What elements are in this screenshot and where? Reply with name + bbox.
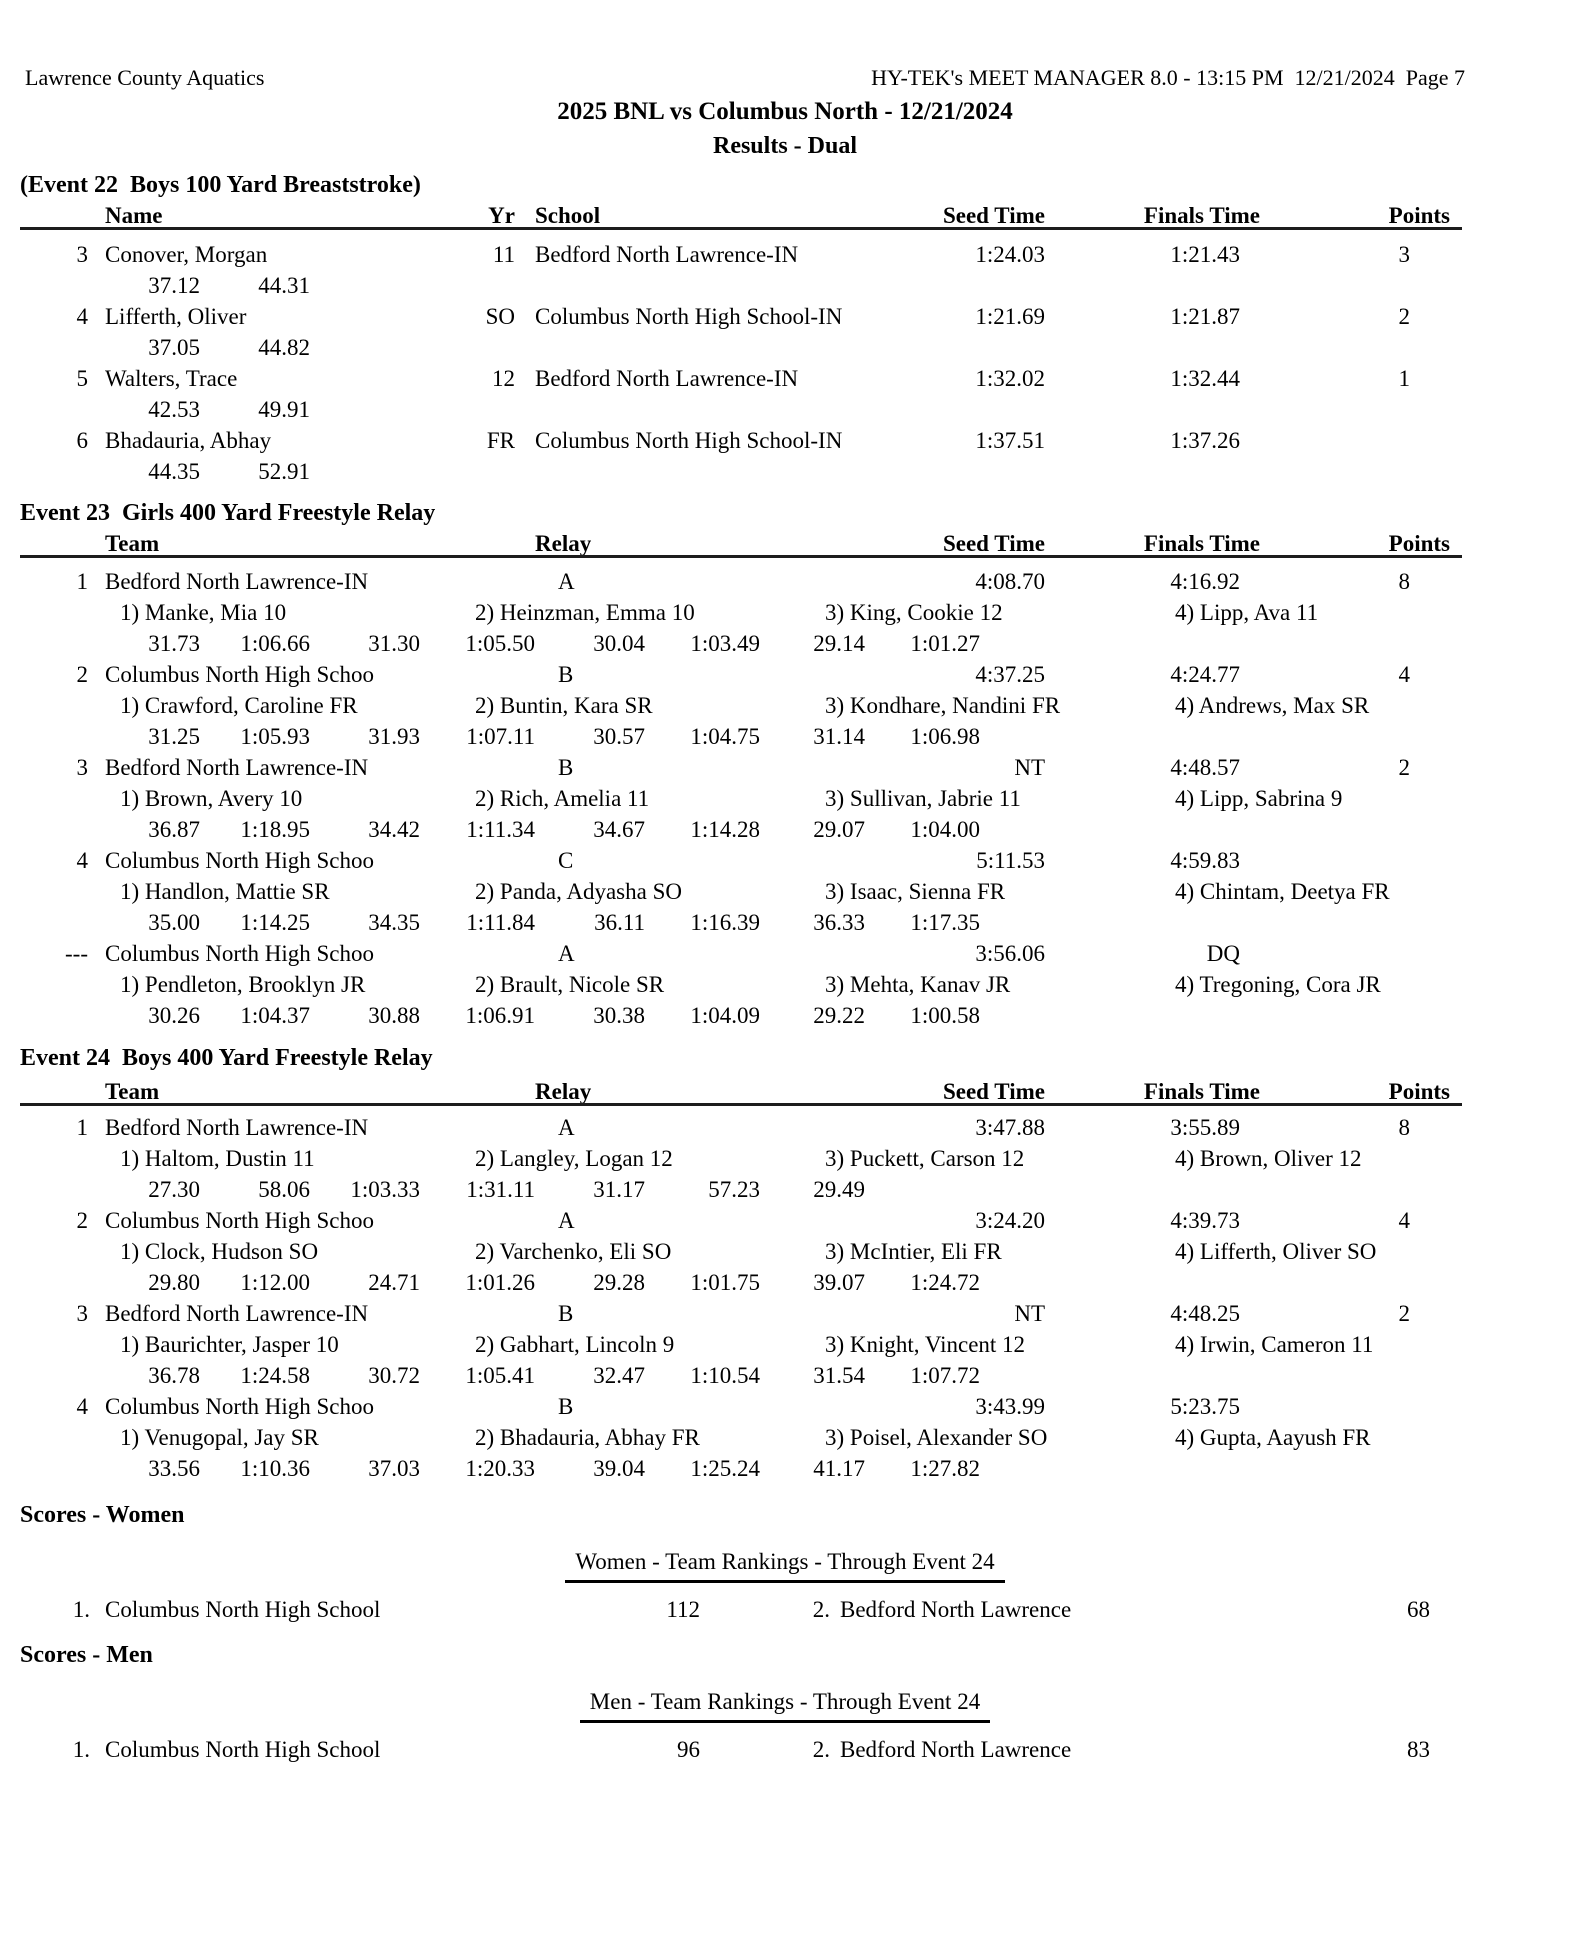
points-cell: 8: [1398, 569, 1410, 594]
split-time-cell: 1:06.66: [240, 631, 310, 656]
seed-time-cell: 4:08.70: [975, 569, 1045, 594]
rank-cell: 1.: [72, 1737, 90, 1762]
header-rule: [20, 1103, 1462, 1106]
swimmer-cell: 2) Bhadauria, Abhay FR: [475, 1425, 700, 1450]
swimmer-cell: 2) Gabhart, Lincoln 9: [475, 1332, 675, 1357]
result-row: [0, 425, 1570, 456]
relay-result-row: [0, 845, 1570, 876]
event24-title-row: [0, 1043, 1570, 1074]
splits-row: [0, 394, 1570, 425]
place-cell: 4: [76, 848, 88, 873]
score-cell: 96: [677, 1737, 700, 1762]
software-header: HY-TEK's MEET MANAGER 8.0 - 13:15 PM 12/21/2024 Page 7: [871, 65, 1465, 90]
place-cell: 2: [76, 662, 88, 687]
split-time-cell: 1:05.41: [465, 1363, 535, 1388]
points-cell: 1: [1398, 366, 1410, 391]
col-header-points: Points: [1388, 1079, 1450, 1104]
split-time-cell: 1:04.00: [910, 817, 980, 842]
split-time-cell: 30.57: [593, 724, 645, 749]
split-time-cell: 37.03: [368, 1456, 420, 1481]
split-time-cell: 29.22: [813, 1003, 865, 1028]
swimmer-cell: 4) Lipp, Ava 11: [1175, 600, 1319, 625]
team-name-cell: Bedford North Lawrence: [840, 1737, 1072, 1762]
split-time-cell: 1:27.82: [910, 1456, 980, 1481]
points-cell: 3: [1398, 242, 1410, 267]
split-time-cell: 57.23: [708, 1177, 760, 1202]
split-time-cell: 29.14: [813, 631, 865, 656]
relay-swimmers-row: [0, 1422, 1570, 1453]
team-name-cell: Columbus North High School: [105, 1597, 381, 1622]
seed-time-cell: 1:32.02: [975, 366, 1045, 391]
swimmer-cell: 2) Varchenko, Eli SO: [475, 1239, 672, 1264]
year-cell: SO: [485, 304, 515, 329]
school-cell: Columbus North High School-IN: [535, 428, 843, 453]
relay-letter-cell: A: [558, 1208, 575, 1233]
split-time-cell: 35.00: [148, 910, 200, 935]
swimmer-cell: 1) Haltom, Dustin 11: [120, 1146, 315, 1171]
year-cell: 12: [492, 366, 515, 391]
split-time-cell: 34.67: [593, 817, 645, 842]
finals-time-cell: 4:48.57: [1170, 755, 1240, 780]
finals-time-cell: 3:55.89: [1170, 1115, 1240, 1140]
relay-result-row: [0, 1205, 1570, 1236]
swimmer-cell: 1) Manke, Mia 10: [120, 600, 287, 625]
col-header-relay: Relay: [535, 531, 592, 556]
swimmer-cell: 4) Lifferth, Oliver SO: [1175, 1239, 1377, 1264]
swimmer-cell: 4) Gupta, Aayush FR: [1175, 1425, 1371, 1450]
seed-time-cell: 4:37.25: [975, 662, 1045, 687]
split-time-cell: 33.56: [148, 1456, 200, 1481]
split-time-cell: 30.38: [593, 1003, 645, 1028]
finals-time-cell: 4:48.25: [1170, 1301, 1240, 1326]
split-time-cell: 41.17: [813, 1456, 865, 1481]
split-time-cell: 30.04: [593, 631, 645, 656]
relay-letter-cell: B: [558, 755, 574, 780]
split-time-cell: 24.71: [368, 1270, 420, 1295]
col-header-points: Points: [1388, 203, 1450, 228]
scores-men-title-row: [0, 1640, 1570, 1671]
report-header: [0, 62, 1570, 93]
swimmer-cell: 4) Chintam, Deetya FR: [1175, 879, 1390, 904]
split-time-cell: 37.05: [148, 335, 200, 360]
split-time-cell: 36.11: [594, 910, 645, 935]
report-type: Results - Dual: [712, 133, 857, 159]
relay-letter-cell: C: [558, 848, 574, 873]
splits-row: [0, 907, 1570, 938]
finals-time-cell: 4:59.83: [1170, 848, 1240, 873]
split-time-cell: 34.42: [368, 817, 420, 842]
report-type-row: [0, 131, 1570, 162]
place-cell: 3: [76, 1301, 88, 1326]
split-time-cell: 1:24.58: [240, 1363, 310, 1388]
women-ranking-heading: Women - Team Rankings - Through Event 24: [565, 1546, 1004, 1583]
scores-men-title: Scores - Men: [20, 1642, 153, 1668]
split-time-cell: 27.30: [148, 1177, 200, 1202]
team-cell: Columbus North High Schoo: [105, 848, 374, 873]
relay-swimmers-row: [0, 876, 1570, 907]
swimmer-cell: 4) Irwin, Cameron 11: [1175, 1332, 1374, 1357]
place-cell: 5: [76, 366, 88, 391]
place-cell: 6: [76, 428, 88, 453]
header-rule: [20, 555, 1462, 558]
team-cell: Columbus North High Schoo: [105, 1208, 374, 1233]
col-header-finals-time: Finals Time: [1143, 531, 1260, 556]
event22-title: (Event 22 Boys 100 Yard Breaststroke): [20, 172, 421, 198]
col-header-seed-time: Seed Time: [942, 531, 1045, 556]
men-ranking-heading: Men - Team Rankings - Through Event 24: [580, 1686, 990, 1723]
swimmer-cell: 2) Heinzman, Emma 10: [475, 600, 695, 625]
swimmer-cell: 3) Knight, Vincent 12: [825, 1332, 1026, 1357]
women-ranking-heading-row: [0, 1546, 1570, 1577]
relay-swimmers-row: [0, 1236, 1570, 1267]
team-cell: Bedford North Lawrence-IN: [105, 1115, 369, 1140]
col-header-relay: Relay: [535, 1079, 592, 1104]
swimmer-cell: 4) Lipp, Sabrina 9: [1175, 786, 1343, 811]
split-time-cell: 1:16.39: [690, 910, 760, 935]
swimmer-cell: 3) Mehta, Kanav JR: [825, 972, 1011, 997]
seed-time-cell: 3:47.88: [975, 1115, 1045, 1140]
split-time-cell: 49.91: [258, 397, 310, 422]
split-time-cell: 42.53: [148, 397, 200, 422]
split-time-cell: 1:24.72: [910, 1270, 980, 1295]
splits-row: [0, 1453, 1570, 1484]
split-time-cell: 39.04: [593, 1456, 645, 1481]
split-time-cell: 29.28: [593, 1270, 645, 1295]
team-name-cell: Bedford North Lawrence: [840, 1597, 1072, 1622]
swimmer-name-cell: Walters, Trace: [105, 366, 238, 391]
split-time-cell: 1:31.11: [466, 1177, 535, 1202]
swimmer-cell: 1) Baurichter, Jasper 10: [120, 1332, 339, 1357]
points-cell: 2: [1398, 755, 1410, 780]
splits-row: [0, 1000, 1570, 1031]
split-time-cell: 44.31: [258, 273, 310, 298]
team-cell: Columbus North High Schoo: [105, 662, 374, 687]
seed-time-cell: 5:11.53: [976, 848, 1045, 873]
split-time-cell: 1:04.75: [690, 724, 760, 749]
split-time-cell: 31.14: [813, 724, 865, 749]
seed-time-cell: 3:24.20: [975, 1208, 1045, 1233]
swimmer-cell: 2) Brault, Nicole SR: [475, 972, 665, 997]
split-time-cell: 1:06.98: [910, 724, 980, 749]
col-header-team: Team: [105, 1079, 160, 1104]
split-time-cell: 29.80: [148, 1270, 200, 1295]
meet-title: 2025 BNL vs Columbus North - 12/21/2024: [557, 98, 1013, 125]
relay-swimmers-row: [0, 969, 1570, 1000]
col-header-seed-time: Seed Time: [942, 203, 1045, 228]
split-time-cell: 39.07: [813, 1270, 865, 1295]
splits-row: [0, 456, 1570, 487]
header-rule: [20, 227, 1462, 230]
swimmer-cell: 1) Venugopal, Jay SR: [120, 1425, 319, 1450]
women-score-row: [0, 1594, 1570, 1625]
split-time-cell: 31.54: [813, 1363, 865, 1388]
split-time-cell: 1:11.34: [466, 817, 535, 842]
split-time-cell: 37.12: [148, 273, 200, 298]
points-cell: 4: [1398, 1208, 1410, 1233]
men-ranking-heading-row: [0, 1686, 1570, 1717]
col-header-finals-time: Finals Time: [1143, 1079, 1260, 1104]
split-time-cell: 31.73: [148, 631, 200, 656]
split-time-cell: 1:10.36: [240, 1456, 310, 1481]
year-cell: 11: [492, 242, 515, 267]
seed-time-cell: 1:37.51: [975, 428, 1045, 453]
splits-row: [0, 1174, 1570, 1205]
event23-title: Event 23 Girls 400 Yard Freestyle Relay: [20, 500, 436, 526]
finals-time-cell: 4:39.73: [1170, 1208, 1240, 1233]
finals-time-cell: 1:21.43: [1170, 242, 1240, 267]
finals-time-cell: 4:16.92: [1170, 569, 1240, 594]
split-time-cell: 36.87: [148, 817, 200, 842]
split-time-cell: 58.06: [258, 1177, 310, 1202]
finals-time-cell: 4:24.77: [1170, 662, 1240, 687]
swimmer-cell: 3) Kondhare, Nandini FR: [825, 693, 1061, 718]
rank-cell: 2.: [812, 1737, 830, 1762]
swimmer-cell: 1) Handlon, Mattie SR: [120, 879, 330, 904]
school-cell: Bedford North Lawrence-IN: [535, 366, 799, 391]
col-header-team: Team: [105, 531, 160, 556]
swimmer-cell: 3) King, Cookie 12: [825, 600, 1003, 625]
team-cell: Columbus North High Schoo: [105, 1394, 374, 1419]
rank-cell: 2.: [812, 1597, 830, 1622]
team-cell: Columbus North High Schoo: [105, 941, 374, 966]
facility-name: Lawrence County Aquatics: [25, 65, 265, 90]
team-cell: Bedford North Lawrence-IN: [105, 755, 369, 780]
split-time-cell: 34.35: [368, 910, 420, 935]
relay-swimmers-row: [0, 783, 1570, 814]
split-time-cell: 36.78: [148, 1363, 200, 1388]
swimmer-cell: 3) Poisel, Alexander SO: [825, 1425, 1048, 1450]
split-time-cell: 1:05.50: [465, 631, 535, 656]
split-time-cell: 1:25.24: [690, 1456, 760, 1481]
split-time-cell: 30.88: [368, 1003, 420, 1028]
split-time-cell: 1:07.11: [466, 724, 535, 749]
points-cell: 8: [1398, 1115, 1410, 1140]
col-header-yr: Yr: [488, 203, 515, 228]
points-cell: 2: [1398, 304, 1410, 329]
relay-letter-cell: B: [558, 1394, 574, 1419]
split-time-cell: 1:00.58: [910, 1003, 980, 1028]
swimmer-cell: 2) Buntin, Kara SR: [475, 693, 653, 718]
score-cell: 68: [1407, 1597, 1430, 1622]
points-cell: 4: [1398, 662, 1410, 687]
swimmer-name-cell: Conover, Morgan: [105, 242, 268, 267]
split-time-cell: 1:18.95: [240, 817, 310, 842]
place-cell: 2: [76, 1208, 88, 1233]
split-time-cell: 44.35: [148, 459, 200, 484]
finals-time-cell: 1:37.26: [1170, 428, 1240, 453]
finals-time-cell: DQ: [1206, 941, 1240, 966]
split-time-cell: 1:12.00: [240, 1270, 310, 1295]
relay-result-row: [0, 1112, 1570, 1143]
place-cell: 1: [76, 569, 88, 594]
splits-row: [0, 332, 1570, 363]
result-row: [0, 301, 1570, 332]
swimmer-cell: 4) Tregoning, Cora JR: [1175, 972, 1381, 997]
event23-title-row: [0, 498, 1570, 529]
col-header-finals-time: Finals Time: [1143, 203, 1260, 228]
split-time-cell: 1:07.72: [910, 1363, 980, 1388]
split-time-cell: 31.25: [148, 724, 200, 749]
split-time-cell: 1:03.49: [690, 631, 760, 656]
splits-row: [0, 270, 1570, 301]
seed-time-cell: 1:21.69: [975, 304, 1045, 329]
relay-result-row: [0, 938, 1570, 969]
event24-title: Event 24 Boys 400 Yard Freestyle Relay: [20, 1045, 433, 1071]
score-cell: 83: [1407, 1737, 1430, 1762]
split-time-cell: 31.93: [368, 724, 420, 749]
split-time-cell: 1:03.33: [350, 1177, 420, 1202]
swimmer-cell: 2) Panda, Adyasha SO: [475, 879, 682, 904]
scores-women-title-row: [0, 1500, 1570, 1531]
swimmer-cell: 3) Sullivan, Jabrie 11: [825, 786, 1021, 811]
swimmer-cell: 1) Clock, Hudson SO: [120, 1239, 319, 1264]
splits-row: [0, 628, 1570, 659]
points-cell: 2: [1398, 1301, 1410, 1326]
split-time-cell: 1:10.54: [690, 1363, 760, 1388]
result-row: [0, 363, 1570, 394]
relay-result-row: [0, 1391, 1570, 1422]
meet-title-row: [0, 96, 1570, 127]
swimmer-cell: 1) Brown, Avery 10: [120, 786, 303, 811]
swimmer-cell: 1) Pendleton, Brooklyn JR: [120, 972, 366, 997]
place-cell: 4: [76, 304, 88, 329]
split-time-cell: 1:05.93: [240, 724, 310, 749]
seed-time-cell: 1:24.03: [975, 242, 1045, 267]
place-cell: 3: [76, 755, 88, 780]
swimmer-cell: 4) Brown, Oliver 12: [1175, 1146, 1362, 1171]
relay-letter-cell: B: [558, 1301, 574, 1326]
relay-swimmers-row: [0, 690, 1570, 721]
school-cell: Bedford North Lawrence-IN: [535, 242, 799, 267]
relay-letter-cell: A: [558, 941, 575, 966]
split-time-cell: 1:01.26: [465, 1270, 535, 1295]
split-time-cell: 31.30: [368, 631, 420, 656]
split-time-cell: 1:14.28: [690, 817, 760, 842]
split-time-cell: 44.82: [258, 335, 310, 360]
seed-time-cell: NT: [1014, 1301, 1045, 1326]
score-cell: 112: [666, 1597, 700, 1622]
col-header-school: School: [535, 203, 601, 228]
splits-row: [0, 1267, 1570, 1298]
split-time-cell: 30.72: [368, 1363, 420, 1388]
team-cell: Bedford North Lawrence-IN: [105, 569, 369, 594]
place-cell: 3: [76, 242, 88, 267]
split-time-cell: 1:01.75: [690, 1270, 760, 1295]
swimmer-cell: 4) Andrews, Max SR: [1175, 693, 1370, 718]
event22-title-row: [0, 170, 1570, 201]
split-time-cell: 1:20.33: [465, 1456, 535, 1481]
finals-time-cell: 1:32.44: [1170, 366, 1240, 391]
relay-result-row: [0, 566, 1570, 597]
place-cell: 1: [76, 1115, 88, 1140]
split-time-cell: 29.07: [813, 817, 865, 842]
split-time-cell: 32.47: [593, 1363, 645, 1388]
split-time-cell: 52.91: [258, 459, 310, 484]
swimmer-cell: 3) McIntier, Eli FR: [825, 1239, 1002, 1264]
split-time-cell: 1:04.09: [690, 1003, 760, 1028]
splits-row: [0, 1360, 1570, 1391]
col-header-name: Name: [105, 203, 163, 228]
split-time-cell: 31.17: [593, 1177, 645, 1202]
school-cell: Columbus North High School-IN: [535, 304, 843, 329]
split-time-cell: 36.33: [813, 910, 865, 935]
relay-swimmers-row: [0, 1143, 1570, 1174]
relay-swimmers-row: [0, 597, 1570, 628]
split-time-cell: 1:11.84: [466, 910, 535, 935]
swimmer-cell: 2) Langley, Logan 12: [475, 1146, 673, 1171]
relay-letter-cell: B: [558, 662, 574, 687]
split-time-cell: 30.26: [148, 1003, 200, 1028]
seed-time-cell: NT: [1014, 755, 1045, 780]
swimmer-cell: 2) Rich, Amelia 11: [475, 786, 650, 811]
split-time-cell: 1:06.91: [465, 1003, 535, 1028]
swimmer-name-cell: Bhadauria, Abhay: [105, 428, 272, 453]
rank-cell: 1.: [72, 1597, 90, 1622]
seed-time-cell: 3:56.06: [975, 941, 1045, 966]
relay-result-row: [0, 1298, 1570, 1329]
men-score-row: [0, 1734, 1570, 1765]
relay-result-row: [0, 752, 1570, 783]
relay-swimmers-row: [0, 1329, 1570, 1360]
finals-time-cell: 1:21.87: [1170, 304, 1240, 329]
scores-women-title: Scores - Women: [20, 1502, 185, 1528]
swimmer-name-cell: Lifferth, Oliver: [105, 304, 247, 329]
relay-letter-cell: A: [558, 1115, 575, 1140]
swimmer-cell: 3) Isaac, Sienna FR: [825, 879, 1006, 904]
split-time-cell: 1:17.35: [910, 910, 980, 935]
result-row: [0, 239, 1570, 270]
split-time-cell: 29.49: [813, 1177, 865, 1202]
split-time-cell: 1:14.25: [240, 910, 310, 935]
finals-time-cell: 5:23.75: [1170, 1394, 1240, 1419]
col-header-seed-time: Seed Time: [942, 1079, 1045, 1104]
year-cell: FR: [486, 428, 515, 453]
relay-result-row: [0, 659, 1570, 690]
swimmer-cell: 1) Crawford, Caroline FR: [120, 693, 358, 718]
swimmer-cell: 3) Puckett, Carson 12: [825, 1146, 1025, 1171]
relay-letter-cell: A: [558, 569, 575, 594]
splits-row: [0, 814, 1570, 845]
split-time-cell: 1:04.37: [240, 1003, 310, 1028]
place-cell: 4: [76, 1394, 88, 1419]
team-cell: Bedford North Lawrence-IN: [105, 1301, 369, 1326]
col-header-points: Points: [1388, 531, 1450, 556]
split-time-cell: 1:01.27: [910, 631, 980, 656]
place-cell: ---: [65, 941, 88, 966]
team-name-cell: Columbus North High School: [105, 1737, 381, 1762]
seed-time-cell: 3:43.99: [975, 1394, 1045, 1419]
splits-row: [0, 721, 1570, 752]
